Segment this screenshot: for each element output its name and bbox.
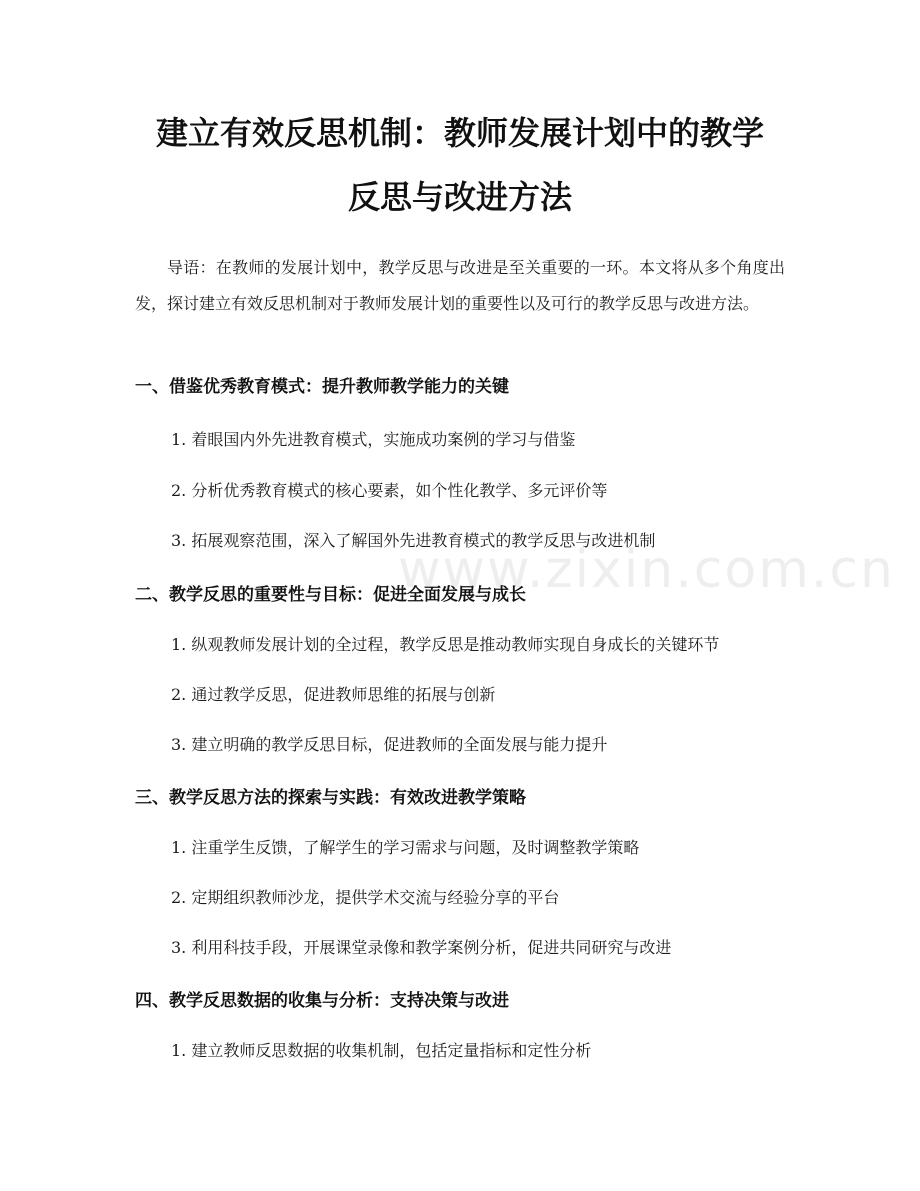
list-item: 2. 分析优秀教育模式的核心要素，如个性化教学、多元评价等 xyxy=(171,481,608,500)
list-item: 2. 定期组织教师沙龙，提供学术交流与经验分享的平台 xyxy=(171,888,560,907)
list-item: 1. 着眼国内外先进教育模式，实施成功案例的学习与借鉴 xyxy=(171,430,576,449)
list-item: 3. 拓展观察范围，深入了解国外先进教育模式的教学反思与改进机制 xyxy=(171,531,656,550)
watermark: www.zixin.com.cn xyxy=(398,540,895,600)
list-item: 1. 纵观教师发展计划的全过程，教学反思是推动教师实现自身成长的关键环节 xyxy=(171,635,720,654)
section-heading-4: 四、教学反思数据的收集与分析：支持决策与改进 xyxy=(135,991,509,1011)
list-item: 1. 建立教师反思数据的收集机制，包括定量指标和定性分析 xyxy=(171,1041,592,1060)
list-item: 3. 建立明确的教学反思目标，促进教师的全面发展与能力提升 xyxy=(171,735,608,754)
document-title-line-2: 反思与改进方法 xyxy=(347,178,572,216)
document-title-line-1: 建立有效反思机制：教师发展计划中的教学 xyxy=(155,114,764,152)
section-heading-2: 二、教学反思的重要性与目标：促进全面发展与成长 xyxy=(135,585,526,605)
list-item: 2. 通过教学反思，促进教师思维的拓展与创新 xyxy=(171,685,496,704)
list-item: 3. 利用科技手段，开展课堂录像和教学案例分析，促进共同研究与改进 xyxy=(171,938,672,957)
section-heading-1: 一、借鉴优秀教育模式：提升教师教学能力的关键 xyxy=(135,377,509,397)
list-item: 1. 注重学生反馈，了解学生的学习需求与问题，及时调整教学策略 xyxy=(171,838,640,857)
intro-paragraph: 导语：在教师的发展计划中，教学反思与改进是至关重要的一环。本文将从多个角度出发，探讨建立有效反思机制对于教师发展计划的重要性以及可行的教学反思与改进方法。 xyxy=(135,258,785,313)
section-heading-3: 三、教学反思方法的探索与实践：有效改进教学策略 xyxy=(135,788,526,808)
